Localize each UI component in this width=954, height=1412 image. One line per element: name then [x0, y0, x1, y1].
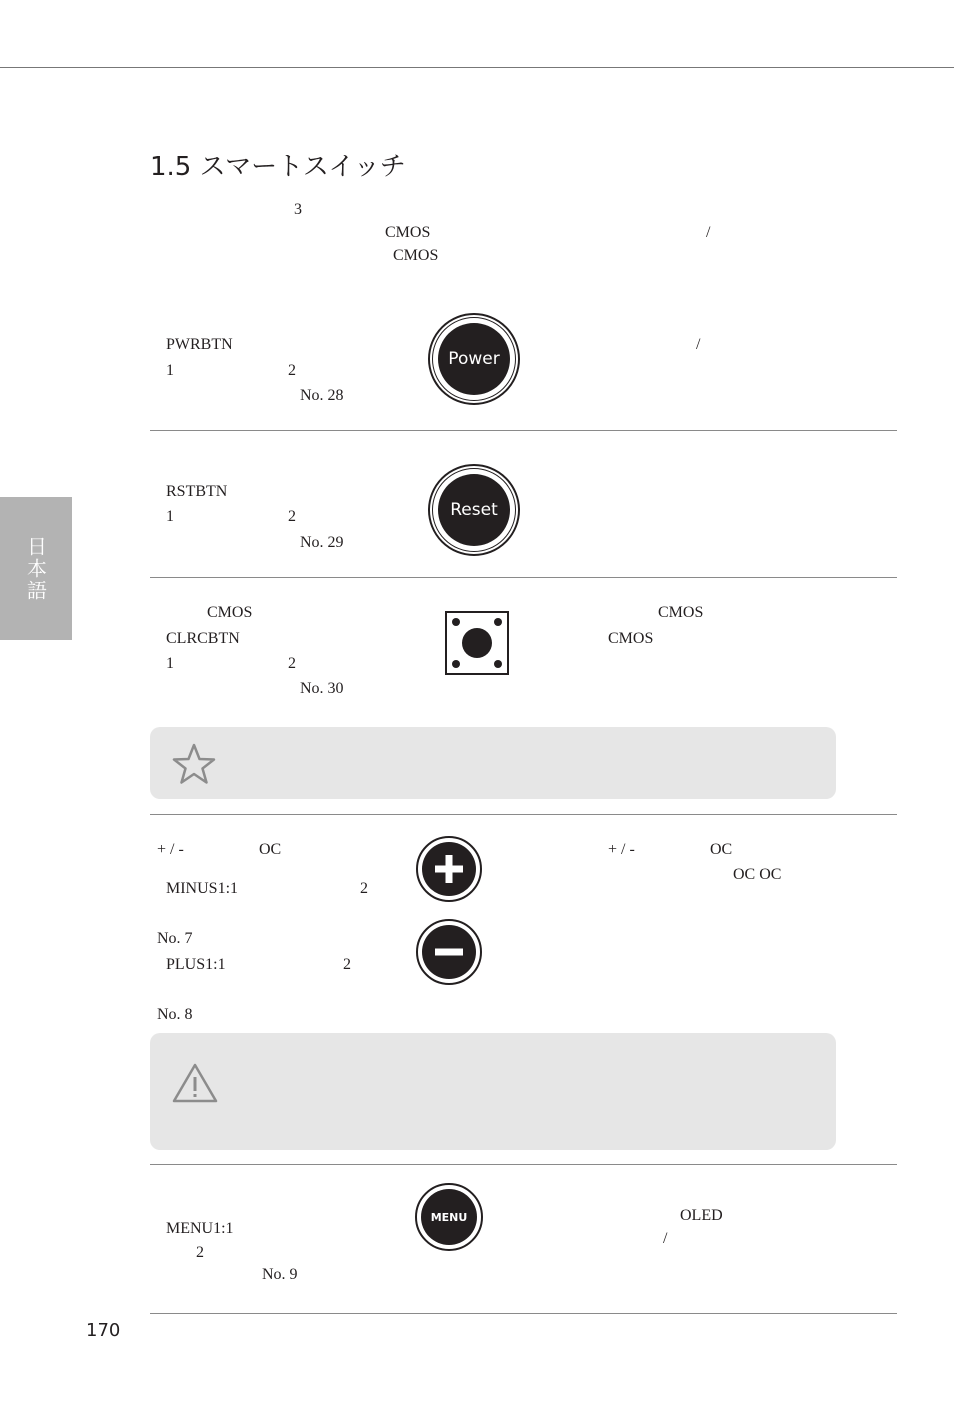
menu-pin: 2 — [196, 1244, 204, 1261]
oc-desc-plusminus: + / - — [608, 841, 635, 858]
menu-page-ref: No. 9 — [262, 1266, 298, 1283]
oc-label-oc: OC — [259, 841, 282, 858]
power-header-label: PWRBTN — [166, 336, 233, 353]
oc-plus-label: PLUS1:1 — [166, 956, 226, 973]
language-side-tab — [0, 497, 72, 640]
divider-clrcmos — [150, 814, 897, 815]
divider-oc — [150, 1164, 897, 1165]
clrcmos-desc-cmos: CMOS — [658, 604, 704, 621]
menu-desc-oled: OLED — [680, 1207, 723, 1224]
menu-icon-text: MENU — [430, 1210, 468, 1224]
power-pin2: 2 — [288, 362, 296, 379]
side-tab-label: 日本語 — [23, 535, 48, 602]
section-title: 1.5 スマートスイッチ — [150, 152, 406, 182]
minus-button-icon — [415, 918, 483, 986]
oc-desc-oc-pair: OC OC — [733, 866, 782, 883]
intro-cmos-2: CMOS — [393, 247, 439, 264]
reset-header-label: RSTBTN — [166, 483, 228, 500]
power-icon-text: Power — [448, 349, 500, 369]
reset-pin2: 2 — [288, 508, 296, 525]
reset-button-ring — [432, 468, 516, 552]
divider-power — [150, 430, 897, 431]
plus-button-icon — [415, 835, 483, 903]
power-button-ring — [432, 317, 516, 401]
clrcmos-pin2: 2 — [288, 655, 296, 672]
oc-plus-pin: 2 — [343, 956, 351, 973]
intro-slash: / — [706, 224, 711, 241]
intro-count: 3 — [294, 201, 302, 218]
power-pin1: 1 — [166, 362, 174, 379]
divider-menu — [150, 1313, 897, 1314]
menu-desc-slash: / — [663, 1230, 668, 1247]
oc-desc-oc: OC — [710, 841, 733, 858]
power-page-ref: No. 28 — [300, 387, 344, 404]
oc-minus-pin: 2 — [360, 880, 368, 897]
reset-pin1: 1 — [166, 508, 174, 525]
oc-minus-ref: No. 7 — [157, 930, 193, 947]
top-rule — [0, 67, 954, 68]
tip-note-box — [150, 727, 836, 799]
warning-icon — [171, 1062, 219, 1104]
page-number: 170 — [86, 1320, 121, 1341]
oc-label-plusminus: + / - — [157, 841, 184, 858]
clrcmos-label-cmos: CMOS — [207, 604, 253, 621]
reset-page-ref: No. 29 — [300, 534, 344, 551]
intro-cmos: CMOS — [385, 224, 431, 241]
clrcmos-page-ref: No. 30 — [300, 680, 344, 697]
menu-header-label: MENU1:1 — [166, 1220, 234, 1237]
warning-note-box — [150, 1033, 836, 1150]
menu-button-icon — [415, 1183, 483, 1251]
divider-reset — [150, 577, 897, 578]
reset-icon-text: Reset — [450, 500, 498, 520]
clrcmos-header-label: CLRCBTN — [166, 630, 240, 647]
clear-cmos-switch-icon — [445, 611, 509, 675]
clrcmos-desc-cmos-2: CMOS — [608, 630, 654, 647]
clrcmos-pin1: 1 — [166, 655, 174, 672]
oc-minus-label: MINUS1:1 — [166, 880, 239, 897]
star-icon — [171, 743, 217, 785]
power-desc-slash: / — [696, 336, 701, 353]
oc-plus-ref: No. 8 — [157, 1006, 193, 1023]
